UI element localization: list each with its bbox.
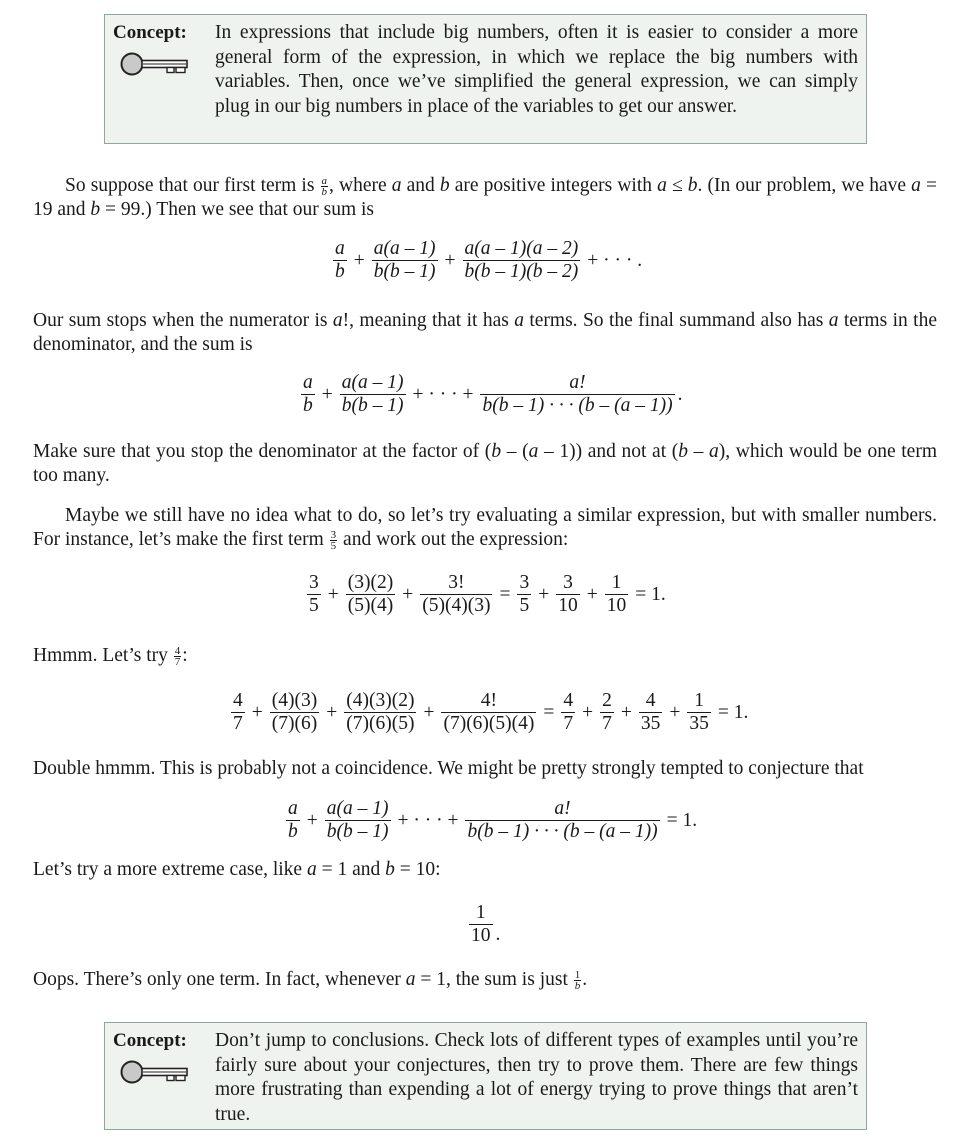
- paragraph-3: Make sure that you stop the denominator at the factor of (b – (a – 1)) and not at (b – a), which would be one term too many.: [33, 441, 937, 486]
- concept-label-column: [113, 21, 213, 139]
- fraction: $\frac{4}{35}$: [640, 690, 661, 734]
- fraction: $\frac{a(a - 1)}{b(b - 1)}$: [326, 798, 389, 842]
- fraction: $\frac{(4)(3)(2)}{(7)(6)(5)}$: [346, 690, 415, 734]
- fraction: $\frac{3}{5}$: [519, 572, 530, 616]
- key-icon: [119, 51, 191, 77]
- fraction: $\frac{a(a - 1)}{b(b - 1)}$: [373, 238, 436, 282]
- paragraph-4: Maybe we still have no idea what to do, so let’s try evaluating a similar expression, but with smaller numbers. For instance, let’s make the first term $\frac{3}{5}$ and work out the expression:: [33, 505, 937, 553]
- fraction: $\frac{a}{b}$: [303, 372, 313, 416]
- concept-text: In expressions that include big numbers, often it is easier to consider a more general form of the expression, in which we replace the big numbers with variables. Then, once we’ve simplified the general expression, we can simply plug in our big numbers in place of the variables to get our answer.: [215, 22, 858, 117]
- fraction: $\frac{4}{7}$: [563, 690, 574, 734]
- paragraph-1: So suppose that our first term is $\frac{a}{b}$ , where a and b are positive integers with a ≤ b. (In our problem, we have a = 19 and b = 99.) Then we see that our sum is: [33, 175, 938, 220]
- fraction: $\frac{1}{10}$: [606, 572, 627, 616]
- fraction: $\frac{a!}{b(b - 1) \cdot \cdot \cdot (b - (a - 1))}$: [482, 372, 673, 416]
- fraction: $\frac{2}{7}$: [602, 690, 612, 734]
- fraction: $\frac{(3)(2)}{(5)(4)}$: [347, 572, 394, 616]
- fraction: $\frac{1}{10}$: [471, 902, 491, 946]
- fraction: $\frac{1}{35}$: [689, 690, 709, 734]
- paragraph-6: Double hmmm. This is probably not a coincidence. We might be pretty strongly tempted to conjecture that: [33, 758, 864, 779]
- concept-text: Don’t jump to conclusions. Check lots of different types of examples until you’re fairly sure about your conjectures, then try to prove them. There are few things more frustrating than expending a lot of energy trying to prove things that aren’t true.: [215, 1030, 858, 1125]
- fraction: $\frac{(4)(3)}{(7)(6)}$: [271, 690, 318, 734]
- equation-5: $\frac{a}{b}$ + $\frac{a(a - 1)}{b(b - 1)}$ + · · · + $\frac{a!}{b(b - 1) \cdot \cdot \cdot (b - (a - 1))}$ = 1.: [288, 798, 698, 842]
- equation-2: $\frac{a}{b}$ + $\frac{a(a - 1)}{b(b - 1)}$ + · · · + $\frac{a!}{b(b - 1) \cdot \cdot \cdot (b - (a - 1))}$ .: [303, 372, 683, 416]
- fraction: $\frac{4}{7}$: [233, 690, 243, 734]
- equation-3: $\frac{3}{5}$ + $\frac{(3)(2)}{(5)(4)}$ + $\frac{3!}{(5)(4)(3)}$ = $\frac{3}{5}$ + $\frac{3}{10}$ + $\frac{1}{10}$ = 1.: [309, 572, 666, 616]
- fraction: $\frac{a(a - 1)(a - 2)}{b(b - 1)(b - 2)}$: [464, 238, 579, 282]
- fraction: $\frac{a}{b}$: [288, 798, 298, 842]
- concept-label-column: [113, 1029, 213, 1125]
- fraction: $\frac{3}{10}$: [558, 572, 578, 616]
- paragraph-5: Hmmm. Let’s try $\frac{4}{7}$ :: [33, 645, 188, 669]
- concept-box-2: [104, 1022, 867, 1130]
- concept-label: Concept:: [113, 1030, 187, 1051]
- fraction: $\frac{a}{b}$: [335, 238, 345, 282]
- fraction: $\frac{a!}{b(b - 1) \cdot \cdot \cdot (b - (a - 1))}$: [467, 798, 658, 842]
- inline-fraction: $\frac{1}{b}$: [574, 969, 581, 993]
- inline-fraction: $\frac{4}{7}$: [174, 645, 181, 669]
- paragraph-2: Our sum stops when the numerator is a!, meaning that it has a terms. So the final summand also has a terms in the denominator, and the sum is: [33, 310, 937, 355]
- paragraph-7: Let’s try a more extreme case, like a = 1 and b = 10:: [33, 859, 441, 880]
- inline-fraction: $\frac{a}{b}$: [321, 175, 328, 199]
- equation-6: $\frac{1}{10}$ .: [471, 902, 501, 946]
- text: So suppose that our first term is: [65, 175, 320, 196]
- fraction: $\frac{3!}{(5)(4)(3)}$: [422, 572, 491, 616]
- fraction: $\frac{a(a - 1)}{b(b - 1)}$: [341, 372, 404, 416]
- equation-4: $\frac{4}{7}$ + $\frac{(4)(3)}{(7)(6)}$ + $\frac{(4)(3)(2)}{(7)(6)(5)}$ + $\frac{4!}{(7)(6)(5)(4)}$ = $\frac{4}{7}$ + $\frac{2}{7}$ + $\frac{4}{35}$ + $\frac{1}{35}$ = 1.: [233, 690, 749, 734]
- concept-label: Concept:: [113, 22, 187, 43]
- fraction: $\frac{3}{5}$: [309, 572, 319, 616]
- inline-fraction: $\frac{3}{5}$: [330, 529, 337, 553]
- concept-box-1: [104, 14, 867, 144]
- key-icon: [119, 1059, 191, 1085]
- fraction: $\frac{4!}{(7)(6)(5)(4)}$: [443, 690, 535, 734]
- equation-1: $\frac{a}{b}$ + $\frac{a(a - 1)}{b(b - 1)}$ + $\frac{a(a - 1)(a - 2)}{b(b - 1)(b - 2)}$ + · · · .: [335, 238, 643, 282]
- paragraph-8: Oops. There’s only one term. In fact, whenever a = 1, the sum is just $\frac{1}{b}$ .: [33, 969, 588, 993]
